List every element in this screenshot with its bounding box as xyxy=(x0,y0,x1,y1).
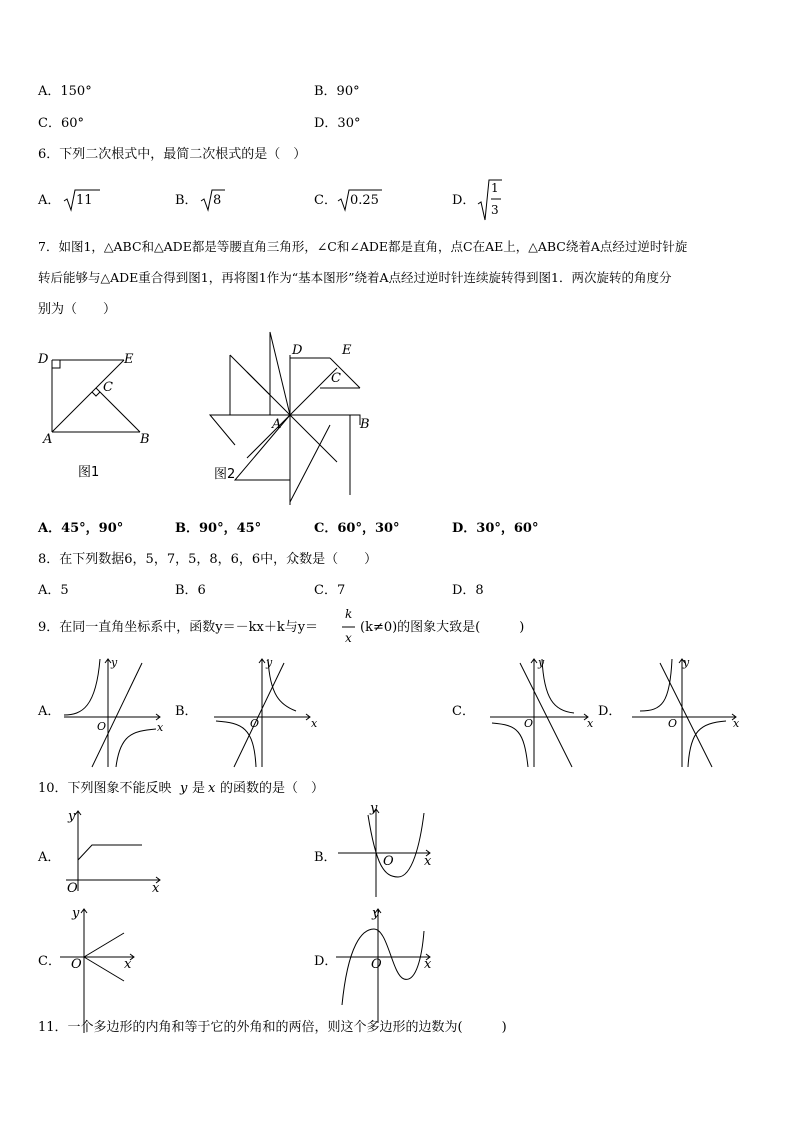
q7-figure-1 xyxy=(36,350,156,450)
q7-fig2-caption: 图2 xyxy=(214,467,236,482)
q9-b-y-label: y xyxy=(266,656,273,669)
q9-c-origin: O xyxy=(524,717,534,730)
q9-frac-denominator: x xyxy=(345,631,352,645)
q5-option-c: C．60° xyxy=(38,116,84,131)
q9-frac-numerator: k xyxy=(345,607,353,621)
q10-stem-var-y: y xyxy=(180,781,188,796)
q9-a-y-label: y xyxy=(111,656,118,669)
q9-d-origin: O xyxy=(668,717,678,730)
q5-option-a: A．150° xyxy=(38,84,92,99)
q9-frac-bar xyxy=(342,626,356,628)
q7-fig1-point-b: B xyxy=(140,432,150,447)
q10-label-c: C． xyxy=(38,954,61,969)
q7-fig2-point-d: D xyxy=(292,343,303,358)
q9-label-b: B． xyxy=(175,704,198,719)
q9-label-a: A． xyxy=(38,704,61,719)
q6-label-d: D． xyxy=(452,193,476,208)
q9-b-origin: O xyxy=(250,717,260,730)
q9-a-origin: O xyxy=(97,720,107,733)
q9-label-d: D． xyxy=(598,704,622,719)
q6-label-c: C． xyxy=(314,193,337,208)
q7-option-d: D．30°，60° xyxy=(452,521,539,536)
q9-stem-part2: (k≠0)的图象大致是( ) xyxy=(360,620,525,635)
q6-radicand-b: 8 xyxy=(213,193,222,208)
q7-fig1-point-d: D xyxy=(38,352,49,367)
q6-fraction-denominator: 3 xyxy=(491,203,499,217)
q7-fig2-point-c: C xyxy=(331,371,341,386)
q10-stem-var-x: x xyxy=(208,781,216,796)
q9-graph-b xyxy=(212,655,322,770)
q10-graph-b xyxy=(336,805,446,900)
q10-d-x-label: x xyxy=(424,957,432,972)
q10-d-y-label: y xyxy=(372,906,380,921)
q8-option-d: D．8 xyxy=(452,583,484,598)
q10-stem-part3: 的函数的是（ ） xyxy=(220,781,325,796)
q5-option-d: D．30° xyxy=(314,116,361,131)
q9-graph-c xyxy=(488,655,598,770)
q10-stem-part1: 10．下列图象不能反映 xyxy=(38,781,172,796)
q6-label-b: B． xyxy=(175,193,198,208)
q6-radicand-c: 0.25 xyxy=(350,193,379,208)
q7-option-b: B．90°，45° xyxy=(175,521,262,536)
q9-d-y-label: y xyxy=(683,656,690,669)
q7-stem-line3: 别为（ ） xyxy=(38,302,117,317)
q9-label-c: C． xyxy=(452,704,475,719)
q9-d-x-label: x xyxy=(733,717,740,730)
q8-stem: 8．在下列数据6，5，7，5，8，6，6中，众数是（ ） xyxy=(38,552,378,567)
q10-b-origin: O xyxy=(383,854,394,869)
q6-label-a: A． xyxy=(38,193,61,208)
q8-option-a: A．5 xyxy=(38,583,69,598)
q8-option-c: C．7 xyxy=(314,583,346,598)
q7-fig1-point-a: A xyxy=(43,432,53,447)
q8-option-b: B．6 xyxy=(175,583,206,598)
q7-fig1-point-c: C xyxy=(103,380,113,395)
q7-fig2-point-b: B xyxy=(360,417,370,432)
q7-fig2-point-e: E xyxy=(342,343,352,358)
q6-fraction-numerator: 1 xyxy=(491,181,499,195)
q10-a-y-label: y xyxy=(68,809,76,824)
q10-b-y-label: y xyxy=(370,801,378,816)
q10-b-x-label: x xyxy=(424,854,432,869)
q5-option-b: B．90° xyxy=(314,84,360,99)
q7-fig1-point-e: E xyxy=(124,352,134,367)
q10-c-x-label: x xyxy=(124,957,132,972)
q10-c-origin: O xyxy=(71,957,82,972)
q7-option-c: C．60°，30° xyxy=(314,521,400,536)
q10-c-y-label: y xyxy=(72,906,80,921)
q10-d-origin: O xyxy=(371,957,382,972)
q10-label-d: D． xyxy=(314,954,338,969)
q10-a-origin: O xyxy=(67,881,78,896)
q6-stem: 6．下列二次根式中，最简二次根式的是（ ） xyxy=(38,147,307,162)
q9-graph-d xyxy=(630,655,745,770)
q9-a-x-label: x xyxy=(157,721,164,734)
q9-c-x-label: x xyxy=(587,717,594,730)
q7-option-a: A．45°，90° xyxy=(38,521,124,536)
q7-stem-line2: 转后能够与△ADE重合得到图1，再将图1作为“基本图形”绕着A点经过逆时针连续旋转得到图1．两次旋转的角度分 xyxy=(38,270,672,285)
q9-b-x-label: x xyxy=(311,717,318,730)
q9-stem-part1: 9．在同一直角坐标系中，函数y＝－kx＋k与y＝ xyxy=(38,620,319,635)
q10-label-b: B． xyxy=(314,850,337,865)
q7-fig1-caption: 图1 xyxy=(78,465,100,480)
q7-stem-line1: 7．如图1，△ABC和△ADE都是等腰直角三角形，∠C和∠ADE都是直角，点C在AE上，△ABC绕着A点经过逆时针旋 xyxy=(38,239,688,254)
q10-stem-part2: 是 xyxy=(192,781,206,796)
q7-fig2-point-a: A xyxy=(272,417,282,432)
q10-label-a: A． xyxy=(38,850,61,865)
q9-c-y-label: y xyxy=(538,656,545,669)
q11-stem: 11．一个多边形的内角和等于它的外角和的两倍，则这个多边形的边数为( ) xyxy=(38,1020,507,1035)
q6-radicand-a: 11 xyxy=(76,193,93,208)
q10-a-x-label: x xyxy=(152,881,160,896)
q9-graph-a xyxy=(62,655,172,770)
